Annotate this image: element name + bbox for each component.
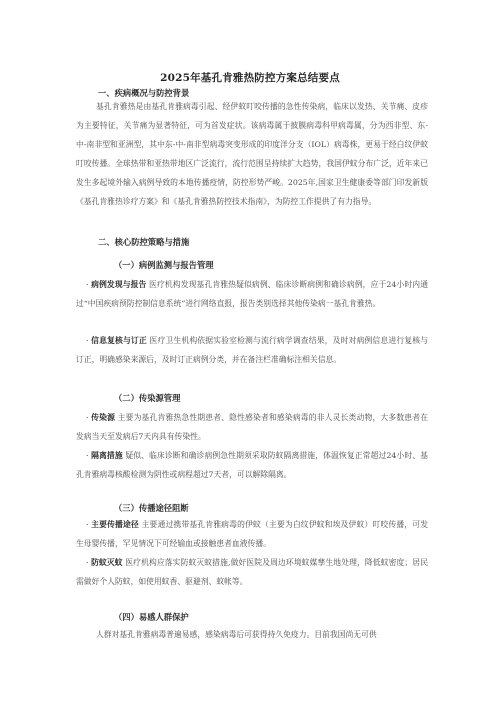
bullet-icon: · <box>86 336 89 345</box>
subsection-heading-1: （一）病例监测与报告管理 <box>114 260 214 270</box>
item-lead: 传染源 <box>91 413 116 422</box>
list-item-mosquito-control <box>76 553 428 591</box>
bullet-icon: · <box>86 413 89 422</box>
item-text: 主要通过携带基孔肯雅病毒的伊蚊（主要为白纹伊蚊和埃及伊蚊）叮咬传播，可发生母婴传播，罕见情况下可经输血或接触患者血液传播。 <box>76 520 429 548</box>
item-lead: 隔离措施 <box>91 451 123 460</box>
list-item-case-reporting <box>76 275 428 313</box>
document-title: 2025年基孔肯雅热防控方案总结要点 <box>160 72 340 84</box>
item-lead: 病例发现与报告 <box>91 280 147 289</box>
bullet-icon: · <box>86 451 89 460</box>
list-item-infection-source <box>76 408 428 446</box>
item-text: 主要为基孔肯雅热急性期患者、隐性感染者和感染病毒的非人灵长类动物，大多数患者在发病当天至发病后7天内具有传染性。 <box>76 413 429 441</box>
subsection-heading-3: （三）传播途径阻断 <box>114 503 189 513</box>
item-text: 医疗机构应落实防蚊灭蚊措施,做好医院及周边环境蚊媒孳生地处理，降低蚊密度；居民需做好个人防蚊，如使用蚊香、驱避剂、蚊帐等。 <box>76 558 429 586</box>
item-text: 医疗机构发现基孔肯雅热疑似病例、临床诊断病例和确诊病例，应于24小时内通过“中国疾病预防控制信息系统”进行网络直报，报告类别选择其他传染病一基孔肯雅热。 <box>76 280 428 308</box>
item-lead: 防蚊灭蚊 <box>91 558 123 567</box>
item-text: 医疗卫生机构依据实验室检测与流行病学调查结果，及时对病例信息进行复核与订正，明确感染来源后，及时订正病例分类，并在备注栏准确标注相关信息。 <box>76 336 429 364</box>
list-item-info-verification <box>76 331 428 369</box>
subsection-heading-4: （四）易感人群保护 <box>114 612 189 622</box>
subsection-heading-2: （二）传染源管理 <box>114 393 181 403</box>
bullet-icon: · <box>86 520 89 529</box>
item-lead: 信息复核与订正 <box>91 336 147 345</box>
section-1-paragraph: 基孔肯雅热是由基孔肯雅病毒引起、经伊蚊叮咬传播的急性传染病，临床以发热、关节痛、皮疹为主要特征，关节痛为显著特征，可为首发症状。该病毒属于披膜病毒科甲病毒属，分为西非型、东-中-南非型和亚洲型，其中东-中-南非型病毒突变形成的印度洋分支（IOL）病毒株，更易于经白纹伊蚊叮咬传播。全球热带和亚热带地区广泛流行，流行范围呈持续扩大趋势，我国伊蚊分布广泛，近年来已发生多起境外输入病例导致的本地传播疫情，防控形势严峻。2025年,国家卫生健康委等部门印发新版《基孔肯雅热诊疗方案》和《基孔肯雅热防控技术指南》，为防控工作提供了有力指导。 <box>76 102 428 206</box>
section-heading-1: 一、疾病概况与防控背景 <box>98 88 190 98</box>
list-item-transmission-route <box>76 515 428 553</box>
bullet-icon: · <box>86 280 89 289</box>
item-text: 疑似、临床诊断和确诊病例急性期须采取防蚊隔离措施，体温恢复正常超过24小时、基孔肯雅病毒核酸检测为阴性或病程超过7天者，可以解除隔离。 <box>76 451 428 479</box>
section-4-paragraph: 人群对基孔肯雅病毒普遍易感，感染病毒后可获得持久免疫力。目前我国尚无可供 <box>96 630 377 639</box>
bullet-icon: · <box>86 558 89 567</box>
section-heading-2: 二、核心防控策略与措施 <box>98 237 190 247</box>
item-lead: 主要传播途径 <box>91 520 139 529</box>
list-item-isolation <box>76 446 428 484</box>
